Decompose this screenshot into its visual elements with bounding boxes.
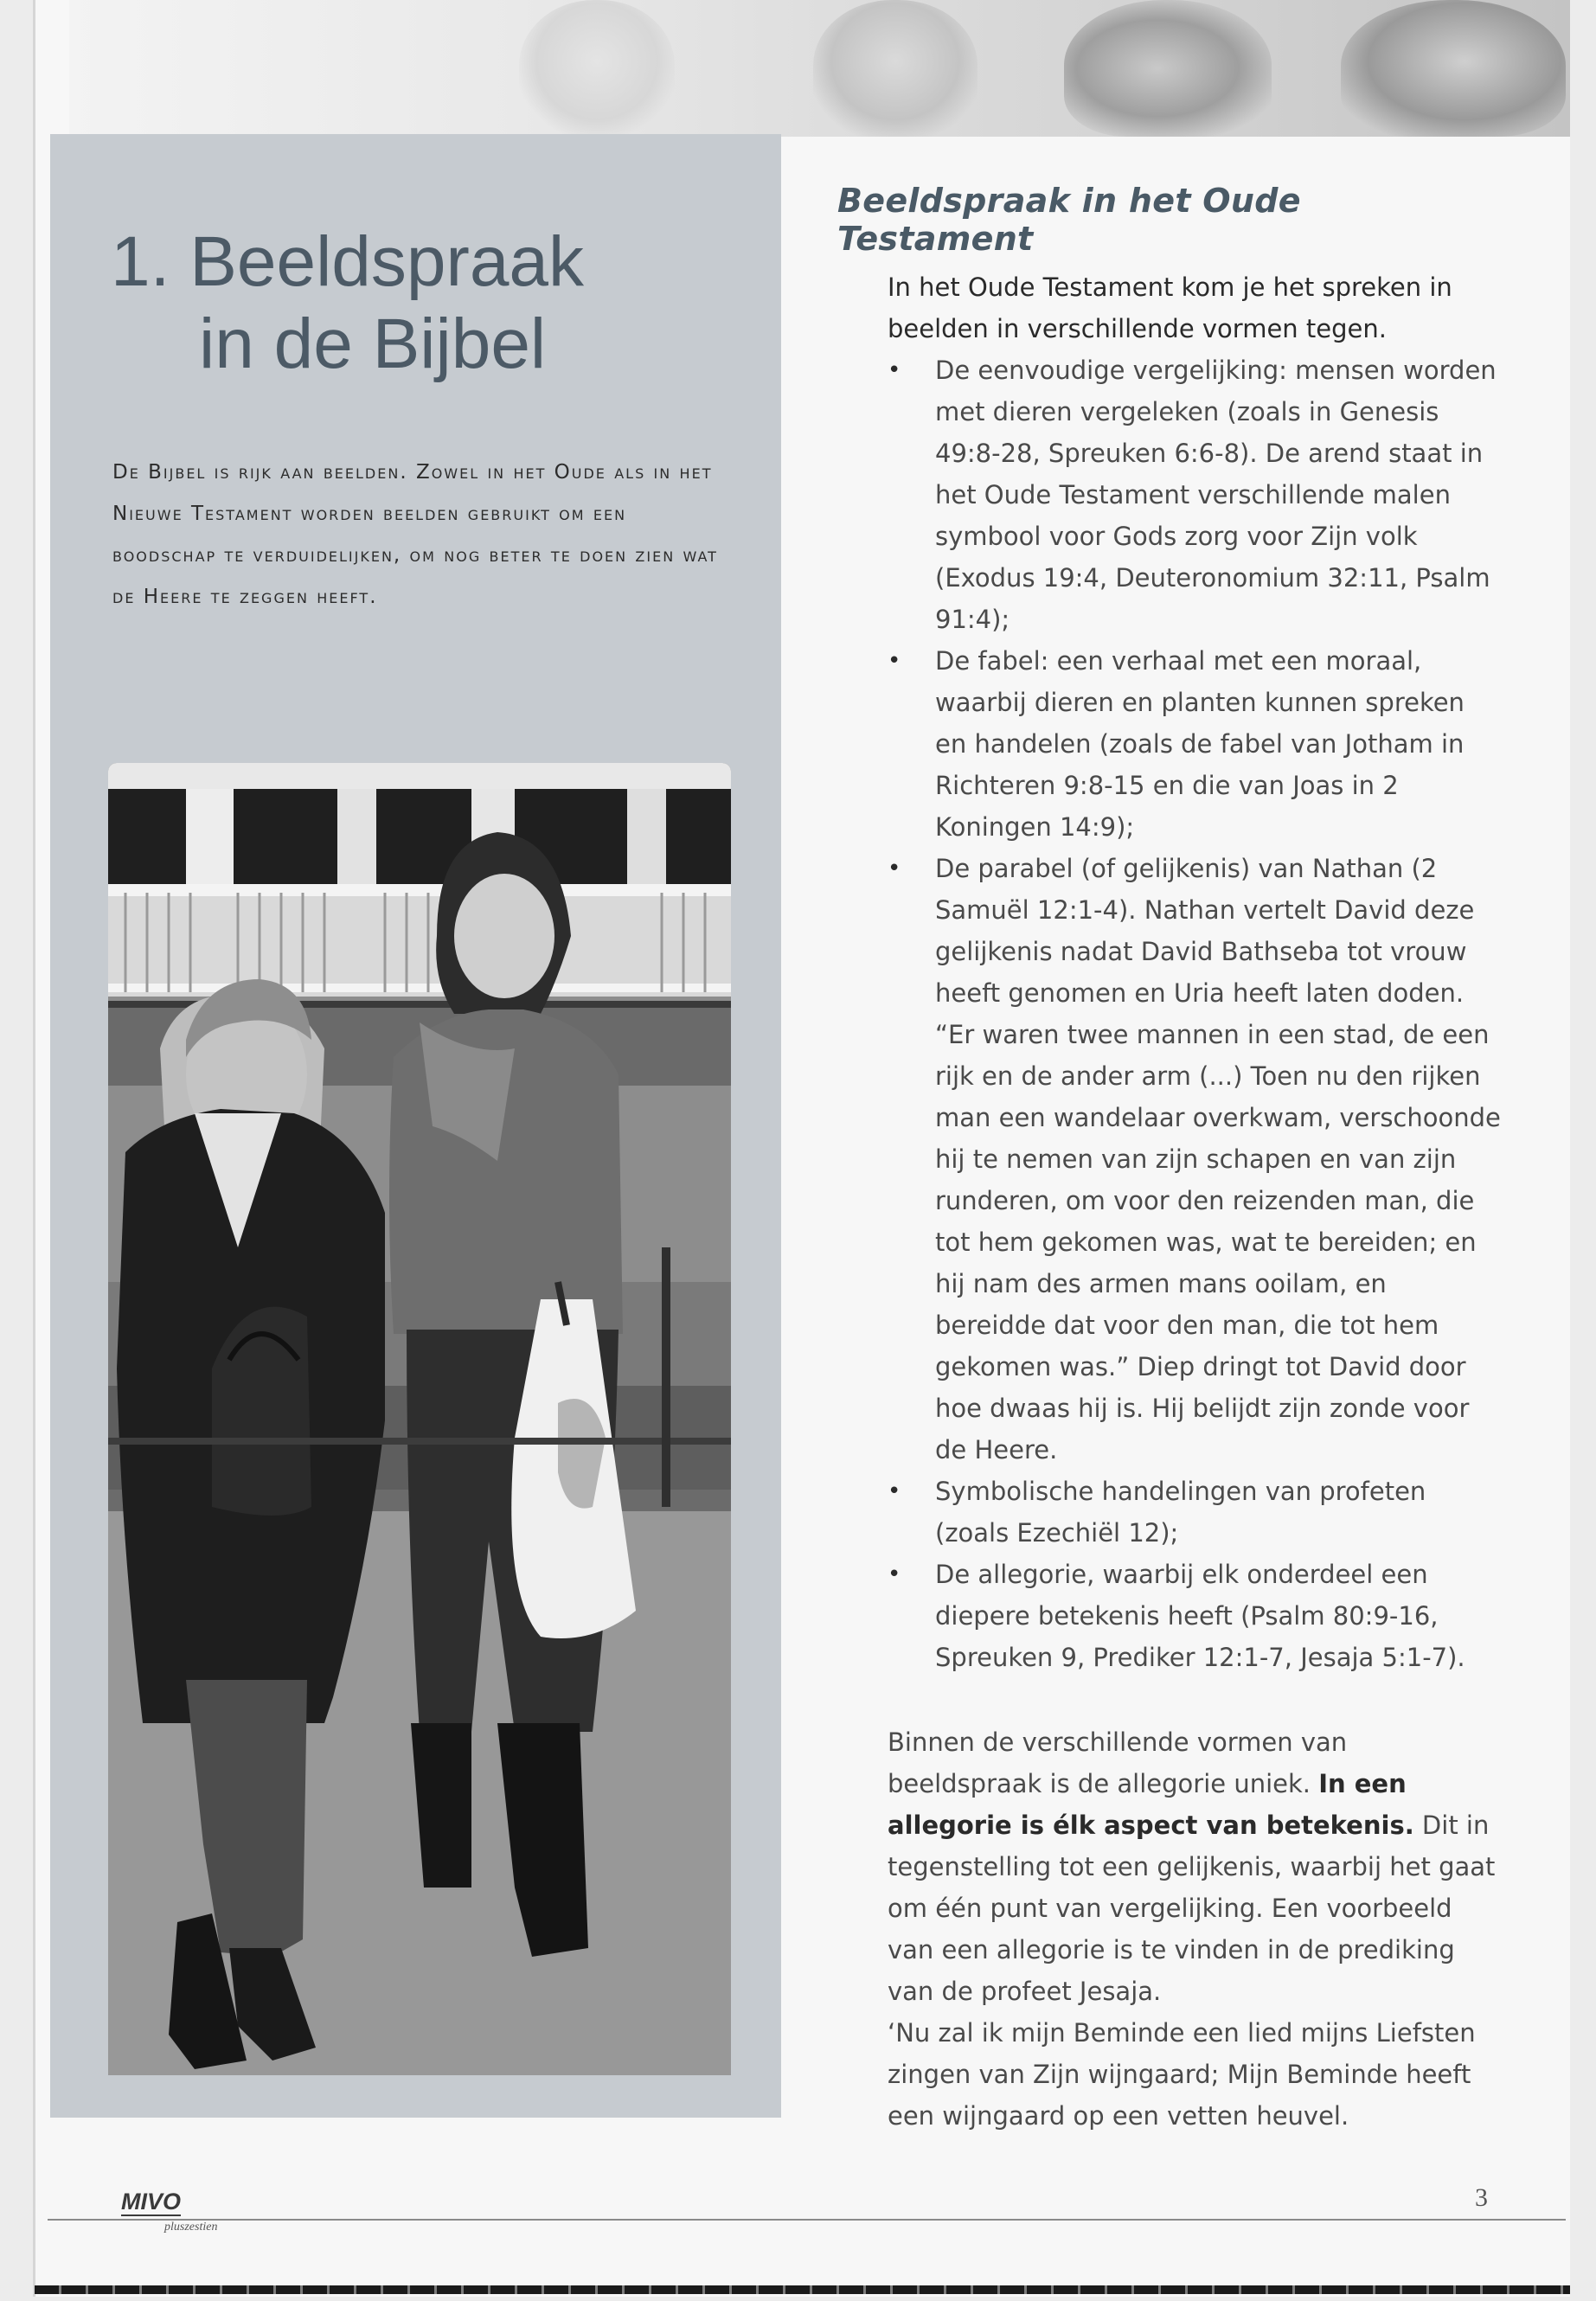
list-item (888, 1554, 1503, 1678)
page-edge (33, 0, 35, 2297)
header-photo-banner (69, 0, 1570, 137)
banner-face-3 (1064, 0, 1272, 137)
list-item-text: Symbolische handelingen van profeten (zoals Ezechiël 12); (935, 1477, 1426, 1548)
bullet-icon: • (888, 648, 901, 674)
list-item (888, 848, 1503, 1471)
banner-face-4 (1341, 0, 1566, 137)
section-heading: Beeldspraak in het Oude Testament (837, 182, 1301, 258)
photo-illustration (108, 763, 731, 2075)
list-item-text: De parabel (of gelijkenis) van Nathan (2 Samuël 12:1-4). Nathan vertelt David deze gelijkenis nadat David Bathseba tot vrouw heeft genomen en Uria heeft laten doden. “Er waren twee mannen in een stad, de een rijk en de ander arm (...) Toen nu den rijken man een wandelaar overkwam, verschoonde hij te nemen van zijn schapen en van zijn runderen, om voor den reizenden man, die tot hem gekomen was, wat te bereiden; en hij nam des armen mans ooilam, en bereidde dat voor den man, die tot hem gekomen was.” Diep dringt tot David door hoe dwaas hij is. Hij belijdt zijn zonde voor de Heere. (935, 854, 1501, 1465)
list-item-text: De eenvoudige vergelijking: mensen worden met dieren vergeleken (zoals in Genesis 49:8-28, Spreuken 6:6-8). De arend staat in het Oude Testament verschillende malen symbool voor Gods zorg voor Zijn volk (Exodus 19:4, Deuteronomium 32:11, Psalm 91:4); (935, 356, 1497, 634)
chapter-title (111, 221, 584, 385)
list-item-text: De fabel: een verhaal met een moraal, waarbij dieren en planten kunnen spreken en handelen (zoals de fabel van Jotham in Richteren 9:8-15 en die van Joas in 2 Koningen 14:9); (935, 646, 1465, 842)
mivo-logo-subtitle: pluszestien (164, 2221, 218, 2234)
bullet-icon: • (888, 1561, 901, 1587)
closing-text-1: Binnen de verschillende vormen van beeldspraak is de allegorie uniek. (888, 1727, 1348, 1798)
two-women-walking-photo (108, 763, 731, 2075)
bullet-icon: • (888, 1478, 901, 1504)
chapter-number: 1. (111, 222, 170, 301)
bullet-icon: • (888, 856, 901, 881)
right-column (837, 182, 1503, 2137)
chapter-title-line1: Beeldspraak (189, 222, 585, 301)
section-lead: In het Oude Testament kom je het spreken in beelden in verschillende vormen tegen. (888, 272, 1452, 343)
list-item (888, 349, 1503, 640)
chapter-intro: De Bijbel is rijk aan beelden. Zowel in het Oude als in het Nieuwe Testament worden beelden gebruikt om een boodschap te verduidelijken, om nog beter te doen zien wat de Heere te zeggen heeft. (112, 461, 718, 608)
closing-paragraph (888, 1721, 1503, 2137)
list-item-text: De allegorie, waarbij elk onderdeel een diepere betekenis heeft (Psalm 80:9-16, Spreuken 9, Prediker 12:1-7, Jesaja 5:1-7). (935, 1560, 1465, 1672)
banner-face-1 (519, 0, 675, 137)
banner-face-2 (813, 0, 977, 137)
scripture-quote: ‘Nu zal ik mijn Beminde een lied mijns Liefsten zingen van Zijn wijngaard; Mijn Beminde heeft een wijngaard op een vetten heuvel. (888, 2018, 1476, 2131)
bullet-icon: • (888, 357, 901, 383)
figures-list (837, 349, 1503, 1678)
footer-rule (48, 2219, 1566, 2221)
scan-edge-bar (35, 2285, 1570, 2294)
list-item (888, 640, 1503, 848)
closing-text-2: Dit in tegenstelling tot een gelijkenis, waarbij het gaat om één punt van vergelijking. Een voorbeeld van een allegorie is te vinden in de prediking van de profeet Jesaja. (888, 1811, 1496, 2006)
page-number: 3 (1475, 2183, 1488, 2212)
mivo-logo: MIVO (121, 2189, 182, 2214)
closing-emphasis: In een allegorie is élk aspect van betekenis. (888, 1769, 1414, 1840)
chapter-title-line2: in de Bijbel (199, 304, 547, 383)
list-item (888, 1471, 1503, 1554)
